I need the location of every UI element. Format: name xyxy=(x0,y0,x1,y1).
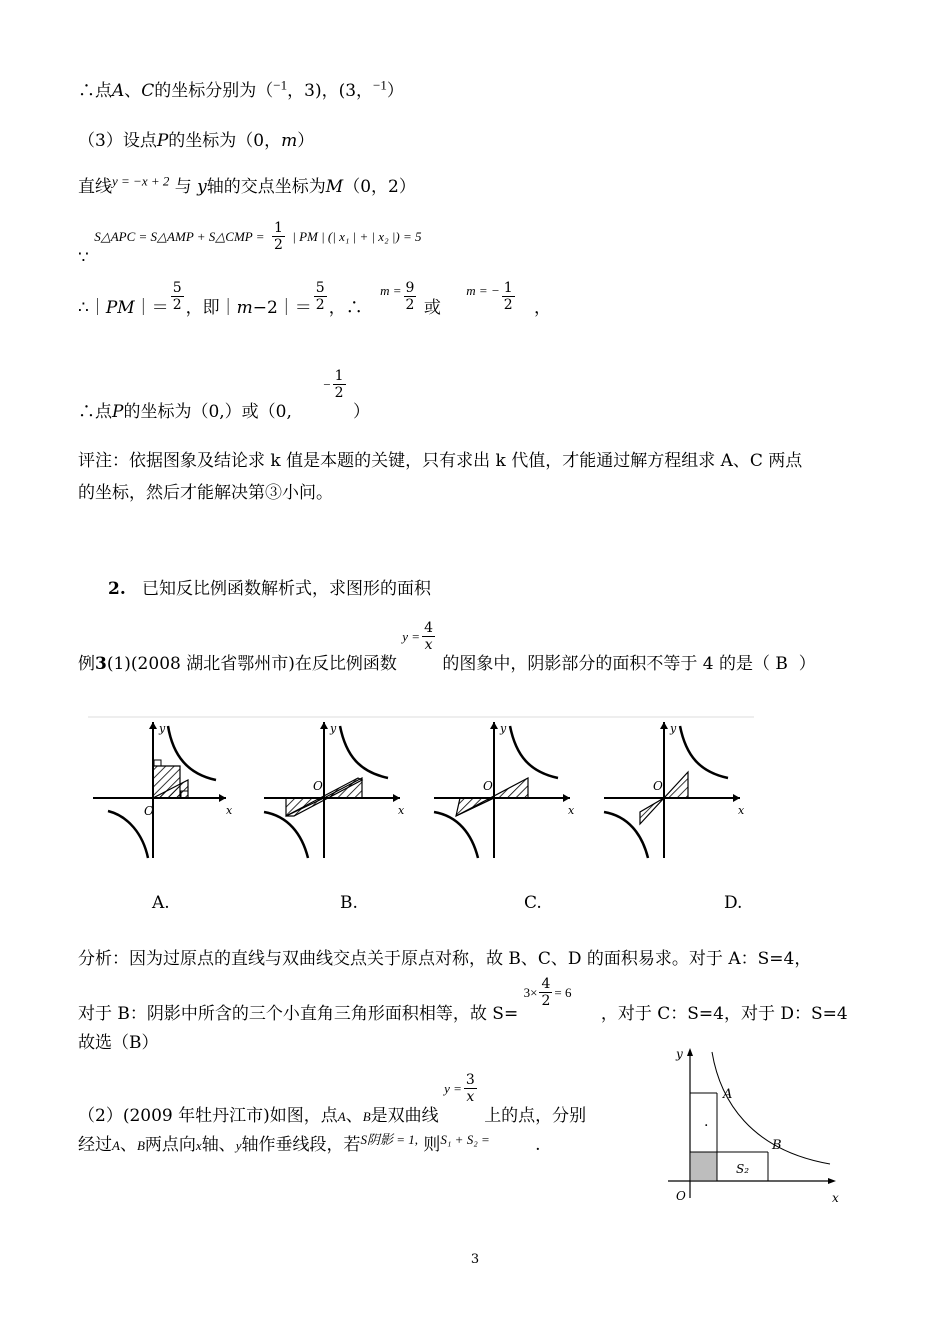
area-formula-line: ∵ $^{S\triangle APC = S\triangle AMP + S\triangle CMP =}$ $\frac{1}{2}$ $^{| PM | (| x_1 | + | x_2 |) = 5}$ xyxy=(78,220,422,268)
comment-line-2: 的坐标，然后才能解决第③小问。 xyxy=(78,483,333,503)
coords-result-line: ∴点A、C的坐标分别为（$^{-1}$，3)，(3，$^{-1}$） xyxy=(78,77,404,101)
graph-b-y: y xyxy=(330,722,337,735)
page-number: 3 xyxy=(470,1252,480,1267)
option-d-label: D. xyxy=(724,893,743,913)
section-2-heading: 2. 已知反比例函数解析式，求图形的面积 xyxy=(108,579,431,599)
solve-m-line: ∴｜PM｜＝ $\frac{5}{2}$ ，即｜m−2｜＝ $\frac{5}{2}$ ，∴ $^{m =}$ $\frac{9}{2}$ 或 $^{m = -}$ $\frac{1}{2}$ ， xyxy=(78,280,552,318)
fig2-s1-dot: . xyxy=(704,1114,709,1130)
question-2-line-1: （2）(2009 年牡丹江市)如图，点$_A$、$_B$是双曲线 y = $\frac{3}{x}$ 上的点，分别 xyxy=(78,1072,587,1126)
fig2-y: y xyxy=(676,1047,683,1061)
comment-line-1: 评注：依据图象及结论求 k 值是本题的关键，只有求出 k 代值，才能通过解方程组求 A、C 两点 xyxy=(78,451,803,471)
fig2-point-b: B xyxy=(772,1138,782,1153)
line-intersection-line: 直线$^{y = -x + 2}$ 与 y轴的交点坐标为M（0，2） xyxy=(78,173,416,197)
analysis-line-3: 故选（B） xyxy=(78,1033,159,1053)
graph-a-y: y xyxy=(159,722,166,735)
graph-a xyxy=(93,722,233,858)
fig2-s2-label: S₂ xyxy=(736,1162,750,1176)
option-a-label: A. xyxy=(152,893,170,913)
graph-c-x: x xyxy=(568,804,575,817)
graph-c-y: y xyxy=(500,722,507,735)
four-graphs-svg xyxy=(88,716,754,861)
hyperbola-svg xyxy=(660,1040,850,1210)
graph-d-y: y xyxy=(670,722,677,735)
analysis-line-1: 分析：因为过原点的直线与双曲线交点关于原点对称，故 B、C、D 的面积易求。对于 A：S=4， xyxy=(78,949,812,969)
fig2-point-a: A xyxy=(723,1087,733,1102)
graph-c xyxy=(434,722,575,858)
graph-a-origin: O xyxy=(144,804,154,818)
graph-d xyxy=(604,722,745,858)
hyperbola-figure xyxy=(660,1040,850,1210)
graph-d-origin: O xyxy=(653,779,663,793)
analysis-line-2: 对于 B：阴影中所含的三个小直角三角形面积相等，故 S= 3× $\frac{4}{2}$ = 6 ，对于 C：S=4，对于 D：S=4 xyxy=(78,976,848,1024)
example-3-line: 例3(1)(2008 湖北省鄂州市)在反比例函数 y = $\frac{4}{x}$ 的图象中，阴影部分的面积不等于 4 的是（ B ） xyxy=(78,620,816,674)
set-point-p-line: （3）设点P的坐标为（0，m） xyxy=(78,131,315,151)
graph-a-x: x xyxy=(226,804,233,817)
option-c-label: C. xyxy=(524,893,542,913)
point-p-result-line: ∴点P的坐标为（0,）或（0, − $\frac{1}{2}$ ） xyxy=(78,368,370,422)
graph-b-x: x xyxy=(398,804,405,817)
graphs-figure xyxy=(88,716,754,861)
graph-b xyxy=(264,722,405,858)
option-b-label: B. xyxy=(340,893,358,913)
graph-b-origin: O xyxy=(313,779,323,793)
fig2-origin: O xyxy=(676,1189,686,1203)
fig2-x: x xyxy=(832,1191,839,1205)
question-2-line-2: 经过A、B两点向x轴、y轴作垂线段，若$^{S阴影 = 1,}$ 则$^{S_1 + S_2 =}$ . xyxy=(78,1132,541,1155)
graph-c-origin: O xyxy=(483,779,493,793)
graph-d-x: x xyxy=(738,804,745,817)
